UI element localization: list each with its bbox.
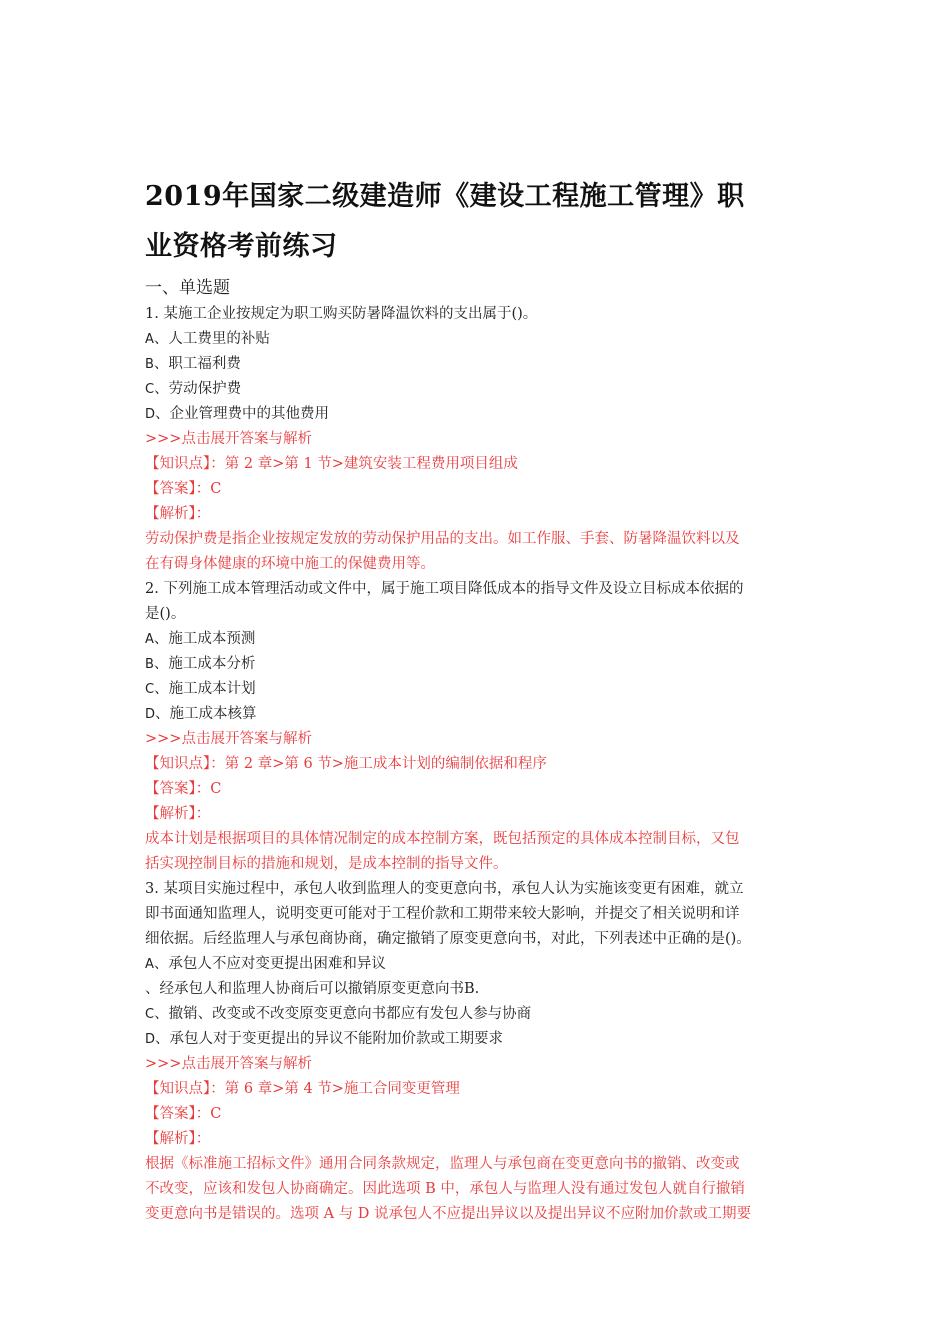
analysis-text-line: 劳动保护费是指企业按规定发放的劳动保护用品的支出。如工作服、手套、防暑降温饮料以及 (145, 531, 740, 547)
knowledge-point: 【知识点】：第 2 章>第 1 节>建筑安装工程费用项目组成 (145, 456, 518, 472)
question-stem: 2. 下列施工成本管理活动或文件中，属于施工项目降低成本的指导文件及设立目标成本依据的 (145, 581, 744, 597)
title-line-1: 2019年国家二级建造师《建设工程施工管理》职 (145, 181, 745, 212)
option-text: 、施工成本预测 (153, 631, 256, 647)
expand-answer-link[interactable]: >>>点击展开答案与解析 (145, 431, 312, 447)
analysis-text-line: 变更意向书是错误的。选项 A 与 D 说承包人不应提出异议以及提出异议不应附加价款或工期要 (145, 1206, 752, 1222)
option-d (145, 402, 810, 427)
knowledge-point: 【知识点】：第 2 章>第 6 节>施工成本计划的编制依据和程序 (145, 756, 547, 772)
option-c (145, 377, 810, 402)
option-letter: D (145, 407, 156, 422)
option-c (145, 677, 810, 702)
option-text: 、经承包人和监理人协商后可以撤销原变更意向书B. (145, 981, 480, 997)
option-letter: D (145, 1032, 156, 1047)
document-title (145, 172, 810, 272)
answer: 【答案】：C (145, 1106, 222, 1122)
option-text: 、撤销、改变或不改变原变更意向书都应有发包人参与协商 (154, 1006, 532, 1022)
option-text: 、承包人对于变更提出的异议不能附加价款或工期要求 (155, 1031, 504, 1047)
option-a (145, 327, 810, 352)
analysis-label: 【解析】： (145, 806, 211, 822)
option-letter: A (145, 632, 154, 647)
expand-answer-link[interactable]: >>>点击展开答案与解析 (145, 1056, 312, 1072)
option-b (145, 652, 810, 677)
title-line-2: 业资格考前练习 (145, 231, 338, 262)
option-text: 、施工成本核算 (155, 706, 257, 722)
question-2 (145, 577, 810, 877)
question-stem: 细依据。后经监理人与承包商协商，确定撤销了原变更意向书，对此，下列表述中正确的是()。 (145, 931, 751, 947)
option-letter: C (145, 682, 155, 697)
option-c (145, 1002, 810, 1027)
option-letter: C (145, 1007, 155, 1022)
option-b (145, 977, 810, 1002)
option-d (145, 702, 810, 727)
analysis-label: 【解析】： (145, 506, 211, 522)
option-text: 、职工福利费 (153, 356, 241, 372)
option-d (145, 1027, 810, 1052)
option-text: 、施工成本分析 (153, 656, 256, 672)
question-stem: 即书面通知监理人，说明变更可能对于工程价款和工期带来较大影响，并提交了相关说明和详 (145, 906, 740, 922)
option-text: 、劳动保护费 (154, 381, 242, 397)
document-content (145, 172, 810, 1227)
analysis-text-line: 在有碍身体健康的环境中施工的保健费用等。 (145, 556, 435, 572)
option-b (145, 352, 810, 377)
question-stem: 是()。 (145, 606, 186, 622)
option-text: 、企业管理费中的其他费用 (155, 406, 330, 422)
option-letter: B (145, 657, 154, 672)
question-3 (145, 877, 810, 1227)
option-letter: B (145, 357, 154, 372)
option-text: 、承包人不应对变更提出困难和异议 (153, 956, 386, 972)
option-a (145, 952, 810, 977)
question-stem: 1. 某施工企业按规定为职工购买防暑降温饮料的支出属于()。 (145, 306, 538, 322)
option-a (145, 627, 810, 652)
section-heading: 一、单选题 (145, 278, 230, 298)
analysis-text-line: 不改变，应该和发包人协商确定。因此选项 B 中，承包人与监理人没有通过发包人就自行撤销 (145, 1181, 745, 1197)
analysis-text-line: 根据《标准施工招标文件》通用合同条款规定，监理人与承包商在变更意向书的撤销、改变或 (145, 1156, 740, 1172)
knowledge-point: 【知识点】：第 6 章>第 4 节>施工合同变更管理 (145, 1081, 460, 1097)
expand-answer-link[interactable]: >>>点击展开答案与解析 (145, 731, 312, 747)
question-1 (145, 302, 810, 577)
analysis-label: 【解析】： (145, 1131, 211, 1147)
option-text: 、施工成本计划 (154, 681, 256, 697)
option-text: 、人工费里的补贴 (153, 331, 270, 347)
analysis-text-line: 成本计划是根据项目的具体情况制定的成本控制方案，既包括预定的具体成本控制目标，又包 (145, 831, 740, 847)
answer: 【答案】：C (145, 481, 222, 497)
analysis-text-line: 括实现控制目标的措施和规划，是成本控制的指导文件。 (145, 856, 508, 872)
option-letter: C (145, 382, 155, 397)
question-stem: 3. 某项目实施过程中，承包人收到监理人的变更意向书，承包人认为实施该变更有困难，就立 (145, 881, 744, 897)
option-letter: A (145, 332, 154, 347)
option-letter: D (145, 707, 156, 722)
answer: 【答案】：C (145, 781, 222, 797)
option-letter: A (145, 957, 154, 972)
